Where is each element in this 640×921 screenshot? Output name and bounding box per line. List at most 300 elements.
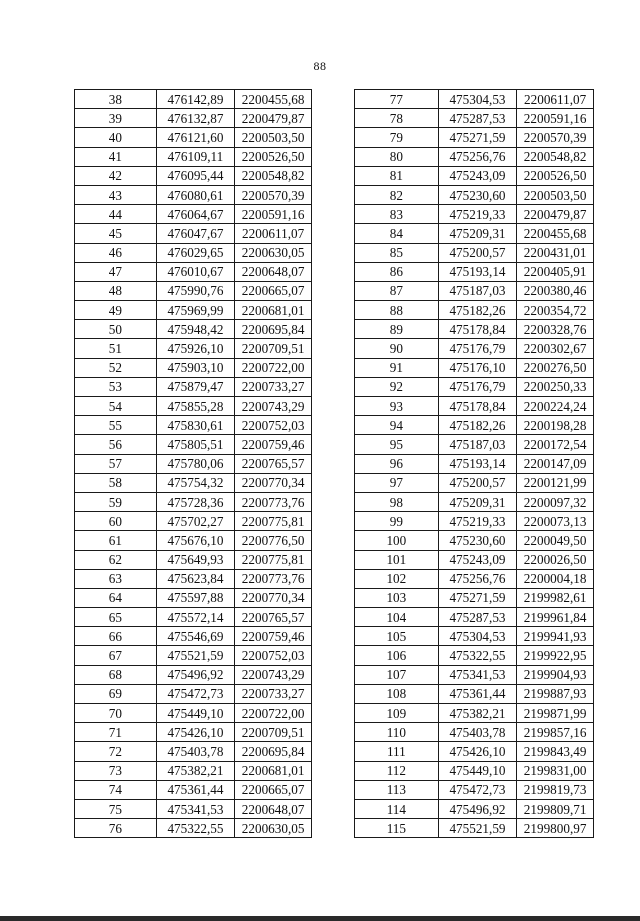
point-number-cell: 77	[355, 90, 439, 109]
x-coordinate-cell: 475322,55	[156, 819, 235, 838]
x-coordinate-cell: 475243,09	[438, 166, 517, 185]
x-coordinate-cell: 475361,44	[156, 780, 235, 799]
table-row	[355, 627, 594, 646]
point-number-cell: 43	[75, 185, 157, 204]
y-coordinate-cell: 2199887,93	[517, 684, 594, 703]
table-row	[75, 435, 312, 454]
x-coordinate-cell: 475830,61	[156, 416, 235, 435]
y-coordinate-cell: 2200648,07	[235, 799, 312, 818]
point-number-cell: 107	[355, 665, 439, 684]
x-coordinate-cell: 475676,10	[156, 531, 235, 550]
y-coordinate-cell: 2200503,50	[517, 185, 594, 204]
y-coordinate-cell: 2200503,50	[235, 128, 312, 147]
x-coordinate-cell: 476010,67	[156, 262, 235, 281]
x-coordinate-cell: 475990,76	[156, 281, 235, 300]
point-number-cell: 90	[355, 339, 439, 358]
point-number-cell: 91	[355, 358, 439, 377]
table-row	[355, 550, 594, 569]
table-row	[75, 262, 312, 281]
x-coordinate-cell: 475200,57	[438, 473, 517, 492]
y-coordinate-cell: 2200479,87	[517, 205, 594, 224]
table-row	[355, 243, 594, 262]
y-coordinate-cell: 2200431,01	[517, 243, 594, 262]
point-number-cell: 83	[355, 205, 439, 224]
table-row	[75, 799, 312, 818]
y-coordinate-cell: 2200328,76	[517, 320, 594, 339]
table-row	[75, 339, 312, 358]
x-coordinate-cell: 475449,10	[438, 761, 517, 780]
point-number-cell: 40	[75, 128, 157, 147]
y-coordinate-cell: 2200526,50	[517, 166, 594, 185]
x-coordinate-cell: 475472,73	[438, 780, 517, 799]
x-coordinate-cell: 475271,59	[438, 588, 517, 607]
x-coordinate-cell: 475754,32	[156, 473, 235, 492]
y-coordinate-cell: 2200405,91	[517, 262, 594, 281]
x-coordinate-cell: 475187,03	[438, 281, 517, 300]
point-number-cell: 74	[75, 780, 157, 799]
x-coordinate-cell: 475230,60	[438, 185, 517, 204]
table-row	[75, 742, 312, 761]
x-coordinate-cell: 475496,92	[438, 799, 517, 818]
coordinates-table-right	[354, 89, 594, 838]
y-coordinate-cell: 2199922,95	[517, 646, 594, 665]
y-coordinate-cell: 2199843,49	[517, 742, 594, 761]
y-coordinate-cell: 2200172,54	[517, 435, 594, 454]
table-row	[75, 684, 312, 703]
point-number-cell: 45	[75, 224, 157, 243]
point-number-cell: 73	[75, 761, 157, 780]
x-coordinate-cell: 475382,21	[438, 704, 517, 723]
y-coordinate-cell: 2200709,51	[235, 723, 312, 742]
table-row	[355, 473, 594, 492]
table-row	[355, 608, 594, 627]
table-row	[75, 780, 312, 799]
x-coordinate-cell: 475193,14	[438, 262, 517, 281]
x-coordinate-cell: 475243,09	[438, 550, 517, 569]
table-row	[75, 128, 312, 147]
point-number-cell: 70	[75, 704, 157, 723]
point-number-cell: 114	[355, 799, 439, 818]
point-number-cell: 82	[355, 185, 439, 204]
x-coordinate-cell: 476029,65	[156, 243, 235, 262]
x-coordinate-cell: 476095,44	[156, 166, 235, 185]
page-number: 88	[313, 59, 327, 73]
point-number-cell: 58	[75, 473, 157, 492]
point-number-cell: 71	[75, 723, 157, 742]
y-coordinate-cell: 2200591,16	[235, 205, 312, 224]
point-number-cell: 75	[75, 799, 157, 818]
table-row	[355, 262, 594, 281]
y-coordinate-cell: 2200733,27	[235, 684, 312, 703]
y-coordinate-cell: 2199809,71	[517, 799, 594, 818]
table-row	[75, 608, 312, 627]
table-row	[355, 512, 594, 531]
x-coordinate-cell: 475287,53	[438, 109, 517, 128]
table-row	[355, 492, 594, 511]
x-coordinate-cell: 475182,26	[438, 416, 517, 435]
point-number-cell: 89	[355, 320, 439, 339]
y-coordinate-cell: 2200276,50	[517, 358, 594, 377]
y-coordinate-cell: 2200733,27	[235, 377, 312, 396]
point-number-cell: 76	[75, 819, 157, 838]
x-coordinate-cell: 475780,06	[156, 454, 235, 473]
point-number-cell: 62	[75, 550, 157, 569]
point-number-cell: 47	[75, 262, 157, 281]
x-coordinate-cell: 475176,79	[438, 339, 517, 358]
x-coordinate-cell: 476142,89	[156, 90, 235, 109]
x-coordinate-cell: 475256,76	[438, 569, 517, 588]
table-row	[75, 492, 312, 511]
table-row	[355, 531, 594, 550]
table-row	[355, 819, 594, 838]
y-coordinate-cell: 2199904,93	[517, 665, 594, 684]
x-coordinate-cell: 475200,57	[438, 243, 517, 262]
x-coordinate-cell: 475572,14	[156, 608, 235, 627]
y-coordinate-cell: 2199941,93	[517, 627, 594, 646]
point-number-cell: 110	[355, 723, 439, 742]
point-number-cell: 113	[355, 780, 439, 799]
x-coordinate-cell: 475209,31	[438, 492, 517, 511]
table-row	[355, 147, 594, 166]
coordinates-table-left	[74, 89, 312, 838]
table-row	[355, 742, 594, 761]
y-coordinate-cell: 2200591,16	[517, 109, 594, 128]
y-coordinate-cell: 2199961,84	[517, 608, 594, 627]
point-number-cell: 106	[355, 646, 439, 665]
y-coordinate-cell: 2200665,07	[235, 780, 312, 799]
x-coordinate-cell: 475287,53	[438, 608, 517, 627]
y-coordinate-cell: 2199800,97	[517, 819, 594, 838]
y-coordinate-cell: 2200630,05	[235, 243, 312, 262]
y-coordinate-cell: 2200611,07	[235, 224, 312, 243]
point-number-cell: 79	[355, 128, 439, 147]
scan-edge	[0, 916, 640, 921]
table-row	[355, 799, 594, 818]
point-number-cell: 102	[355, 569, 439, 588]
y-coordinate-cell: 2200455,68	[517, 224, 594, 243]
point-number-cell: 101	[355, 550, 439, 569]
y-coordinate-cell: 2200026,50	[517, 550, 594, 569]
y-coordinate-cell: 2200759,46	[235, 435, 312, 454]
x-coordinate-cell: 475176,79	[438, 377, 517, 396]
x-coordinate-cell: 475209,31	[438, 224, 517, 243]
table-row	[75, 109, 312, 128]
y-coordinate-cell: 2200775,81	[235, 512, 312, 531]
table-row	[355, 435, 594, 454]
table-row	[355, 301, 594, 320]
point-number-cell: 69	[75, 684, 157, 703]
table-row	[355, 90, 594, 109]
point-number-cell: 49	[75, 301, 157, 320]
x-coordinate-cell: 475597,88	[156, 588, 235, 607]
y-coordinate-cell: 2200354,72	[517, 301, 594, 320]
point-number-cell: 46	[75, 243, 157, 262]
x-coordinate-cell: 476064,67	[156, 205, 235, 224]
x-coordinate-cell: 475361,44	[438, 684, 517, 703]
x-coordinate-cell: 475304,53	[438, 90, 517, 109]
point-number-cell: 68	[75, 665, 157, 684]
y-coordinate-cell: 2199831,00	[517, 761, 594, 780]
y-coordinate-cell: 2200773,76	[235, 569, 312, 588]
point-number-cell: 67	[75, 646, 157, 665]
y-coordinate-cell: 2200224,24	[517, 397, 594, 416]
table-row	[75, 473, 312, 492]
y-coordinate-cell: 2200302,67	[517, 339, 594, 358]
y-coordinate-cell: 2200479,87	[235, 109, 312, 128]
x-coordinate-cell: 475855,28	[156, 397, 235, 416]
x-coordinate-cell: 475341,53	[156, 799, 235, 818]
point-number-cell: 88	[355, 301, 439, 320]
point-number-cell: 63	[75, 569, 157, 588]
point-number-cell: 112	[355, 761, 439, 780]
y-coordinate-cell: 2200743,29	[235, 665, 312, 684]
x-coordinate-cell: 476080,61	[156, 185, 235, 204]
point-number-cell: 48	[75, 281, 157, 300]
point-number-cell: 50	[75, 320, 157, 339]
x-coordinate-cell: 475903,10	[156, 358, 235, 377]
y-coordinate-cell: 2200681,01	[235, 301, 312, 320]
point-number-cell: 44	[75, 205, 157, 224]
x-coordinate-cell: 475271,59	[438, 128, 517, 147]
x-coordinate-cell: 475472,73	[156, 684, 235, 703]
point-number-cell: 99	[355, 512, 439, 531]
table-row	[355, 588, 594, 607]
x-coordinate-cell: 475187,03	[438, 435, 517, 454]
y-coordinate-cell: 2200752,03	[235, 416, 312, 435]
x-coordinate-cell: 475426,10	[438, 742, 517, 761]
y-coordinate-cell: 2200759,46	[235, 627, 312, 646]
x-coordinate-cell: 475382,21	[156, 761, 235, 780]
point-number-cell: 109	[355, 704, 439, 723]
y-coordinate-cell: 2200570,39	[517, 128, 594, 147]
table-row	[355, 397, 594, 416]
table-row	[75, 569, 312, 588]
y-coordinate-cell: 2200743,29	[235, 397, 312, 416]
table-row	[75, 454, 312, 473]
x-coordinate-cell: 475521,59	[156, 646, 235, 665]
table-row	[355, 109, 594, 128]
table-row	[75, 90, 312, 109]
point-number-cell: 72	[75, 742, 157, 761]
x-coordinate-cell: 475426,10	[156, 723, 235, 742]
point-number-cell: 97	[355, 473, 439, 492]
point-number-cell: 95	[355, 435, 439, 454]
table-row	[355, 780, 594, 799]
y-coordinate-cell: 2200630,05	[235, 819, 312, 838]
table-row	[75, 397, 312, 416]
x-coordinate-cell: 475805,51	[156, 435, 235, 454]
table-row	[75, 761, 312, 780]
y-coordinate-cell: 2200570,39	[235, 185, 312, 204]
point-number-cell: 51	[75, 339, 157, 358]
table-row	[75, 358, 312, 377]
y-coordinate-cell: 2200765,57	[235, 454, 312, 473]
x-coordinate-cell: 475341,53	[438, 665, 517, 684]
table-row	[355, 205, 594, 224]
point-number-cell: 53	[75, 377, 157, 396]
point-number-cell: 38	[75, 90, 157, 109]
y-coordinate-cell: 2200752,03	[235, 646, 312, 665]
table-row	[355, 128, 594, 147]
y-coordinate-cell: 2200548,82	[517, 147, 594, 166]
table-row	[75, 819, 312, 838]
x-coordinate-cell: 475728,36	[156, 492, 235, 511]
y-coordinate-cell: 2200765,57	[235, 608, 312, 627]
x-coordinate-cell: 475230,60	[438, 531, 517, 550]
y-coordinate-cell: 2200121,99	[517, 473, 594, 492]
table-row	[355, 377, 594, 396]
point-number-cell: 86	[355, 262, 439, 281]
x-coordinate-cell: 475879,47	[156, 377, 235, 396]
table-row	[75, 588, 312, 607]
y-coordinate-cell: 2200548,82	[235, 166, 312, 185]
x-coordinate-cell: 476109,11	[156, 147, 235, 166]
table-row	[355, 281, 594, 300]
point-number-cell: 66	[75, 627, 157, 646]
point-number-cell: 81	[355, 166, 439, 185]
point-number-cell: 94	[355, 416, 439, 435]
table-row	[355, 454, 594, 473]
table-row	[75, 166, 312, 185]
table-row	[355, 723, 594, 742]
point-number-cell: 57	[75, 454, 157, 473]
y-coordinate-cell: 2200611,07	[517, 90, 594, 109]
table-row	[355, 761, 594, 780]
point-number-cell: 39	[75, 109, 157, 128]
table-row	[355, 224, 594, 243]
point-number-cell: 100	[355, 531, 439, 550]
point-number-cell: 111	[355, 742, 439, 761]
point-number-cell: 87	[355, 281, 439, 300]
table-row	[355, 684, 594, 703]
y-coordinate-cell: 2200147,09	[517, 454, 594, 473]
x-coordinate-cell: 475969,99	[156, 301, 235, 320]
x-coordinate-cell: 475926,10	[156, 339, 235, 358]
point-number-cell: 61	[75, 531, 157, 550]
y-coordinate-cell: 2199871,99	[517, 704, 594, 723]
x-coordinate-cell: 475178,84	[438, 320, 517, 339]
x-coordinate-cell: 475521,59	[438, 819, 517, 838]
point-number-cell: 56	[75, 435, 157, 454]
x-coordinate-cell: 475623,84	[156, 569, 235, 588]
point-number-cell: 85	[355, 243, 439, 262]
point-number-cell: 103	[355, 588, 439, 607]
point-number-cell: 64	[75, 588, 157, 607]
x-coordinate-cell: 475449,10	[156, 704, 235, 723]
x-coordinate-cell: 475403,78	[156, 742, 235, 761]
point-number-cell: 41	[75, 147, 157, 166]
y-coordinate-cell: 2200097,32	[517, 492, 594, 511]
x-coordinate-cell: 475219,33	[438, 205, 517, 224]
x-coordinate-cell: 475176,10	[438, 358, 517, 377]
y-coordinate-cell: 2200004,18	[517, 569, 594, 588]
table-row	[75, 377, 312, 396]
table-row	[75, 416, 312, 435]
table-row	[355, 416, 594, 435]
y-coordinate-cell: 2200776,50	[235, 531, 312, 550]
point-number-cell: 80	[355, 147, 439, 166]
table-row	[75, 512, 312, 531]
table-row	[355, 569, 594, 588]
x-coordinate-cell: 475304,53	[438, 627, 517, 646]
table-row	[355, 320, 594, 339]
table-row	[355, 166, 594, 185]
table-row	[355, 646, 594, 665]
y-coordinate-cell: 2199982,61	[517, 588, 594, 607]
point-number-cell: 96	[355, 454, 439, 473]
point-number-cell: 108	[355, 684, 439, 703]
x-coordinate-cell: 476121,60	[156, 128, 235, 147]
table-row	[75, 627, 312, 646]
y-coordinate-cell: 2200380,46	[517, 281, 594, 300]
table-row	[355, 339, 594, 358]
x-coordinate-cell: 475403,78	[438, 723, 517, 742]
y-coordinate-cell: 2200770,34	[235, 588, 312, 607]
x-coordinate-cell: 475948,42	[156, 320, 235, 339]
y-coordinate-cell: 2200695,84	[235, 742, 312, 761]
table-row	[355, 358, 594, 377]
y-coordinate-cell: 2200770,34	[235, 473, 312, 492]
table-row	[75, 704, 312, 723]
y-coordinate-cell: 2200722,00	[235, 704, 312, 723]
y-coordinate-cell: 2200665,07	[235, 281, 312, 300]
table-row	[75, 243, 312, 262]
point-number-cell: 105	[355, 627, 439, 646]
x-coordinate-cell: 475496,92	[156, 665, 235, 684]
point-number-cell: 54	[75, 397, 157, 416]
table-row	[75, 723, 312, 742]
x-coordinate-cell: 476132,87	[156, 109, 235, 128]
y-coordinate-cell: 2200722,00	[235, 358, 312, 377]
table-row	[355, 704, 594, 723]
x-coordinate-cell: 475178,84	[438, 397, 517, 416]
table-row	[75, 646, 312, 665]
x-coordinate-cell: 475546,69	[156, 627, 235, 646]
table-row	[75, 224, 312, 243]
point-number-cell: 104	[355, 608, 439, 627]
x-coordinate-cell: 476047,67	[156, 224, 235, 243]
x-coordinate-cell: 475649,93	[156, 550, 235, 569]
table-row	[355, 185, 594, 204]
point-number-cell: 92	[355, 377, 439, 396]
y-coordinate-cell: 2199819,73	[517, 780, 594, 799]
table-row	[75, 320, 312, 339]
point-number-cell: 52	[75, 358, 157, 377]
table-row	[75, 185, 312, 204]
point-number-cell: 59	[75, 492, 157, 511]
point-number-cell: 93	[355, 397, 439, 416]
x-coordinate-cell: 475182,26	[438, 301, 517, 320]
table-row	[75, 665, 312, 684]
x-coordinate-cell: 475193,14	[438, 454, 517, 473]
y-coordinate-cell: 2200073,13	[517, 512, 594, 531]
y-coordinate-cell: 2200648,07	[235, 262, 312, 281]
y-coordinate-cell: 2200775,81	[235, 550, 312, 569]
y-coordinate-cell: 2200709,51	[235, 339, 312, 358]
table-row	[75, 205, 312, 224]
y-coordinate-cell: 2199857,16	[517, 723, 594, 742]
x-coordinate-cell: 475256,76	[438, 147, 517, 166]
point-number-cell: 65	[75, 608, 157, 627]
table-row	[75, 147, 312, 166]
y-coordinate-cell: 2200455,68	[235, 90, 312, 109]
x-coordinate-cell: 475219,33	[438, 512, 517, 531]
point-number-cell: 55	[75, 416, 157, 435]
y-coordinate-cell: 2200526,50	[235, 147, 312, 166]
point-number-cell: 98	[355, 492, 439, 511]
y-coordinate-cell: 2200049,50	[517, 531, 594, 550]
x-coordinate-cell: 475702,27	[156, 512, 235, 531]
